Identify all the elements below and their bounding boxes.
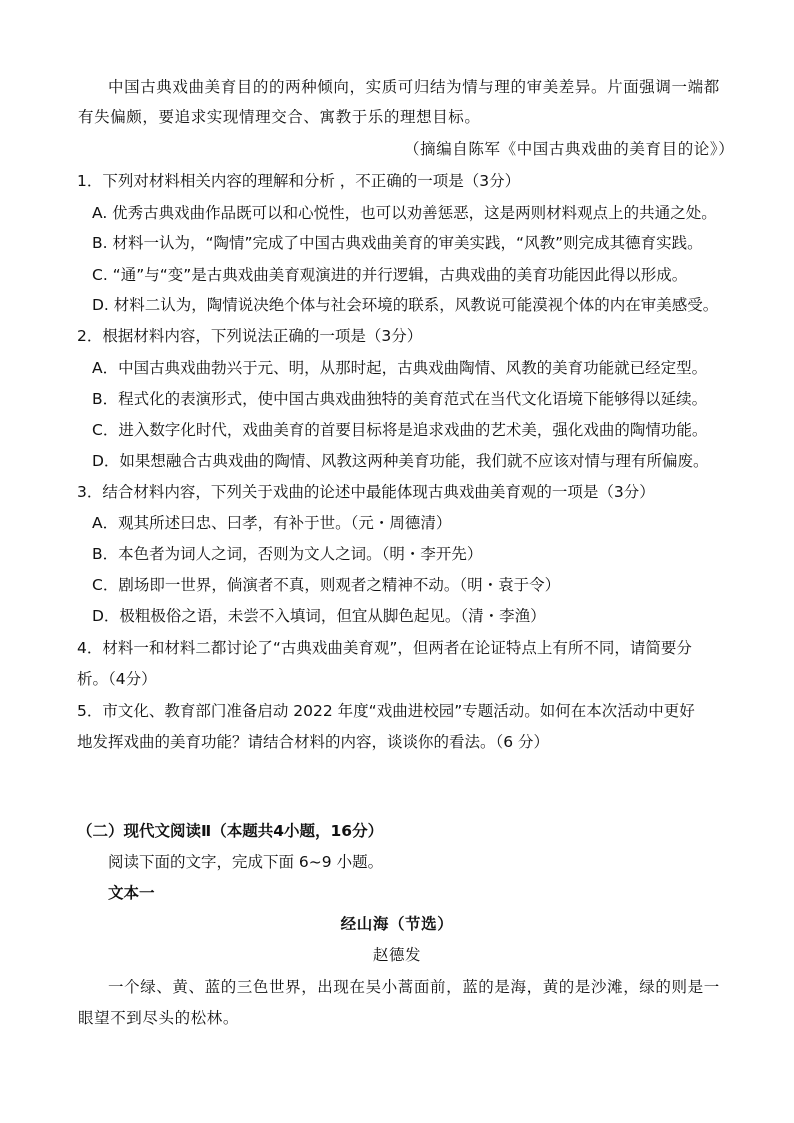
article-title: 经山海（节选） [340, 914, 454, 933]
article-body-line2: 眼望不到尽头的松林。 [78, 1009, 240, 1027]
question-3-option-c: C．剧场即一世界，倘演者不真，则观者之精神不动。（明・袁于令） [92, 576, 561, 594]
question-3-option-a: A．观其所述曰忠、曰孝，有补于世。（元・周德清） [92, 514, 452, 532]
section2-heading: （二）现代文阅读Ⅱ（本题共4小题，16分） [77, 822, 384, 840]
question-2-option-d: D．如果想融合古典戏曲的陶情、风教这两种美育功能，我们就不应该对情与理有所偏废。 [92, 452, 709, 470]
section2-instruction: 阅读下面的文字，完成下面 6~9 小题。 [108, 853, 384, 871]
question-4-line1: 4．材料一和材料二都讨论了“古典戏曲美育观”，但两者在论证特点上有所不同，请简要分 [77, 639, 692, 657]
text-one-label: 文本一 [108, 884, 155, 902]
material2-paragraph-line1: 中国古典戏曲美育目的的两种倾向，实质可归结为情与理的审美差异。片面强调一端都 [108, 78, 720, 96]
question-4-line2: 析。（4分） [77, 670, 157, 688]
question-3-stem: 3．结合材料内容，下列关于戏曲的论述中最能体现古典戏曲美育观的一项是（3分） [77, 483, 655, 501]
question-2-option-b: B．程式化的表演形式，使中国古典戏曲独特的美育范式在当代文化语境下能够得以延续。 [92, 390, 708, 408]
question-1-option-d: D. 材料二认为，陶情说决绝个体与社会环境的联系，风教说可能漠视个体的内在审美感受。 [92, 296, 719, 314]
article-author: 赵德发 [372, 946, 422, 964]
material2-paragraph-line2: 有失偏颇，要追求实现情理交合、寓教于乐的理想目标。 [78, 108, 481, 126]
question-2-stem: 2．根据材料内容，下列说法正确的一项是（3分） [77, 327, 423, 345]
material2-source: （摘编自陈军《中国古典戏曲的美育目的论》） [404, 140, 735, 158]
question-5-line2: 地发挥戏曲的美育功能？请结合材料的内容，谈谈你的看法。（6 分） [77, 733, 550, 751]
question-2-option-a: A．中国古典戏曲勃兴于元、明，从那时起，古典戏曲陶情、风教的美育功能就已经定型。 [92, 359, 708, 377]
question-1-option-a: A. 优秀古典戏曲作品既可以和心悦性，也可以劝善惩恶，这是两则材料观点上的共通之处。 [92, 204, 717, 222]
article-body-line1: 一个绿、黄、蓝的三色世界，出现在吴小蒿面前，蓝的是海，黄的是沙滩，绿的则是一 [108, 978, 720, 996]
question-2-option-c: C．进入数字化时代，戏曲美育的首要目标将是追求戏曲的艺术美，强化戏曲的陶情功能。 [92, 421, 708, 439]
question-5-line1: 5．市文化、教育部门准备启动 2022 年度“戏曲进校园”专题活动。如何在本次活动中更好 [77, 702, 695, 720]
question-1-option-c: C. “通”与“变”是古典戏曲美育观演进的并行逻辑，古典戏曲的美育功能因此得以形成。 [92, 266, 688, 284]
question-1-option-b: B. 材料一认为，“陶情”完成了中国古典戏曲美育的审美实践，“风教”则完成其德育实践。 [92, 234, 703, 252]
question-3-option-d: D．极粗极俗之语，未尝不入填词，但宜从脚色起见。（清・李渔） [92, 607, 546, 625]
question-1-stem: 1．下列对材料相关内容的理解和分析 ，不正确的一项是（3分） [77, 172, 521, 190]
question-3-option-b: B．本色者为词人之词，否则为文人之词。（明・李开先） [92, 545, 483, 563]
